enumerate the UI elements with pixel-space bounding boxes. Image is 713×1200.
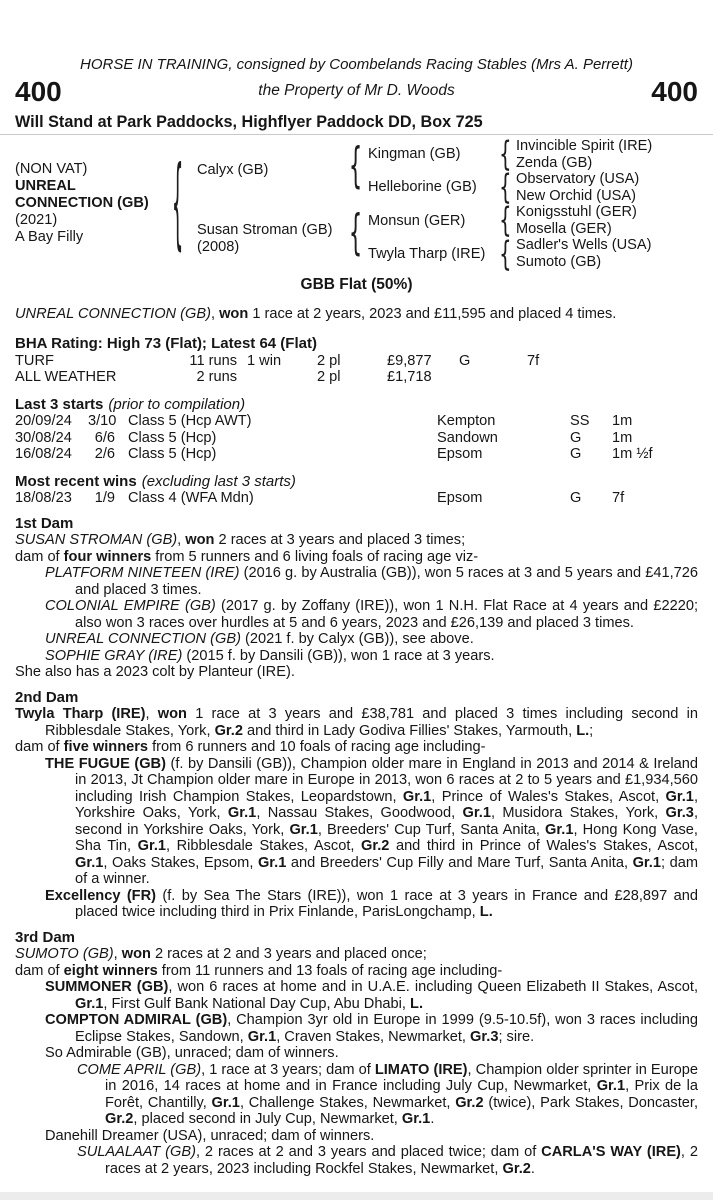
- brace-glyph: {: [498, 235, 512, 274]
- table-cell: 1m: [612, 429, 633, 446]
- last-starts-block: [15, 397, 698, 463]
- horse-description: A Bay Filly: [15, 229, 84, 245]
- race-record-summary: UNREAL CONNECTION (GB), won 1 race at 2 years, 2023 and £11,595 and placed 4 times.: [15, 305, 617, 322]
- great-granddam-1: Zenda (GB): [516, 155, 593, 171]
- table-cell: 7f: [612, 490, 625, 506]
- pedigree-text-paragraph: Twyla Tharp (IRE), won 1 race at 3 years and £38,781 and placed 3 times including second in Ribblesdale Stakes, York, Gr.2 and third in Lady Godiva Fillies' Stakes, Yarmouth, L.;: [15, 706, 698, 739]
- pedigree-text-paragraph: Danehill Dreamer (USA), unraced; dam of winners.: [45, 1127, 375, 1144]
- table-cell: 2 pl: [317, 352, 341, 369]
- brace-glyph: {: [349, 205, 363, 262]
- last-starts-title: [15, 397, 698, 414]
- great-grandsire-4: Sadler's Wells (USA): [516, 237, 652, 253]
- race-win-row: [15, 490, 698, 507]
- pedigree-brace-gg3: [498, 201, 512, 240]
- third-dam-heading: 3rd Dam: [15, 928, 76, 946]
- page-body: [0, 306, 713, 1178]
- pedigree-text-paragraph: dam of four winners from 5 runners and 6 living foals of racing age viz-: [15, 548, 479, 565]
- sire-dam: Helleborine (GB): [368, 179, 477, 195]
- property-line: the Property of Mr D. Woods: [258, 82, 455, 100]
- dam-sire: Monsun (GER): [368, 213, 466, 229]
- table-cell: 16/08/24: [15, 446, 72, 462]
- bha-rating-line: BHA Rating: High 73 (Flat); Latest 64 (Flat): [15, 335, 317, 352]
- second-dam-heading: 2nd Dam: [15, 688, 79, 706]
- lot-number-left: 400: [15, 75, 62, 107]
- great-granddam-2: New Orchid (USA): [516, 188, 637, 204]
- gbb-eligibility: GBB Flat (50%): [300, 276, 413, 293]
- pedigree-text-paragraph: SOPHIE GRAY (IRE) (2015 f. by Dansili (GB)), won 1 race at 3 years.: [45, 647, 495, 664]
- table-cell: £1,718: [387, 369, 432, 385]
- dam-dam: Twyla Tharp (IRE): [368, 246, 486, 262]
- last-starts-title-text: Last 3 starts: [15, 395, 104, 413]
- table-cell: [527, 369, 698, 386]
- race-record-table: [15, 353, 698, 386]
- table-cell: G: [459, 352, 471, 369]
- table-cell: [459, 369, 527, 386]
- non-vat-label: (NON VAT): [15, 161, 88, 177]
- pedigree-brace-dam: [348, 205, 364, 262]
- table-cell: 1m: [612, 413, 633, 429]
- pedigree-text-paragraph: SULAALAAT (GB), 2 races at 2 and 3 years and placed twice; dam of CARLA'S WAY (IRE), 2 races at 2 years, 2023 including Rockfel Stakes, Newmarket, Gr.2.: [77, 1144, 698, 1177]
- recent-wins-title-text: Most recent wins: [15, 472, 137, 490]
- horse-name-line1: UNREAL: [15, 178, 76, 194]
- recent-wins-table: [15, 490, 698, 507]
- dam-name: Susan Stroman (GB): [197, 222, 333, 238]
- third-dam-section: [15, 930, 698, 1178]
- table-cell: 30/08/24: [15, 429, 72, 446]
- pedigree-text-paragraph: COMPTON ADMIRAL (GB), Champion 3yr old in Europe in 1999 (9.5-10.5f), won 3 races including Eclipse Stakes, Sandown, Gr.1, Craven Stakes, Newmarket, Gr.3; sire.: [45, 1012, 699, 1045]
- sire-sire: Kingman (GB): [368, 146, 461, 162]
- recent-wins-note: (excluding last 3 starts): [141, 472, 296, 490]
- race-record-row: [15, 353, 698, 370]
- table-cell: 6/6: [94, 429, 115, 446]
- table-cell: TURF: [15, 352, 54, 369]
- table-cell: Epsom: [437, 490, 483, 506]
- table-cell: Class 5 (Hcp): [128, 446, 217, 462]
- pedigree-brace-gg1: [498, 135, 512, 174]
- pedigree-text-paragraph: dam of eight winners from 11 runners and 13 foals of racing age including-: [15, 962, 503, 979]
- pedigree-text-paragraph: So Admirable (GB), unraced; dam of winners.: [45, 1045, 339, 1061]
- table-cell: Class 5 (Hcp): [128, 429, 217, 446]
- pedigree-brace-main: [168, 147, 188, 263]
- table-cell: 2 pl: [317, 369, 341, 385]
- table-cell: G: [570, 446, 582, 462]
- recent-wins-title: [15, 474, 698, 491]
- great-grandsire-1: Invincible Spirit (IRE): [516, 138, 653, 154]
- brace-glyph: {: [172, 147, 184, 263]
- race-start-row: [15, 413, 698, 430]
- race-start-row: [15, 446, 698, 463]
- lot-row: [15, 75, 698, 107]
- table-cell: G: [570, 429, 582, 446]
- table-cell: Epsom: [437, 446, 483, 462]
- last-starts-table: [15, 413, 698, 463]
- race-record-row: [15, 369, 698, 386]
- page-bottom-edge: [0, 1192, 713, 1200]
- table-cell: G: [570, 490, 582, 506]
- recent-wins-block: [15, 474, 698, 507]
- dam-year: (2008): [197, 239, 240, 255]
- pedigree-text-paragraph: PLATFORM NINETEEN (IRE) (2016 g. by Australia (GB)), won 5 races at 3 and 5 years and £41,726 and placed 3 times.: [45, 565, 698, 598]
- horse-name-line2: CONNECTION (GB): [15, 195, 149, 211]
- race-start-row: [15, 430, 698, 447]
- great-granddam-4: Sumoto (GB): [516, 254, 602, 270]
- table-cell: 20/09/24: [15, 413, 72, 429]
- second-dam-section: [15, 690, 698, 921]
- table-cell: 1 win: [247, 352, 282, 369]
- sire-name: Calyx (GB): [197, 162, 269, 178]
- table-cell: 2 runs: [196, 369, 237, 385]
- table-cell: Sandown: [437, 429, 498, 446]
- brace-glyph: {: [498, 168, 512, 207]
- pedigree-brace-gg2: [498, 168, 512, 207]
- great-grandsire-2: Observatory (USA): [516, 171, 640, 187]
- table-cell: SS: [570, 413, 590, 429]
- table-cell: £9,877: [387, 352, 432, 369]
- brace-glyph: {: [349, 138, 363, 195]
- table-cell: 18/08/23: [15, 490, 72, 506]
- table-cell: ALL WEATHER: [15, 369, 117, 385]
- pedigree-text-paragraph: Excellency (FR) (f. by Sea The Stars (IRE)), won 1 race at 3 years in France and £28,897 and placed twice including third in Prix Finlande, ParisLongchamp, L.: [45, 887, 698, 920]
- pedigree-brace-gg4: [498, 235, 512, 274]
- consignor-line: HORSE IN TRAINING, consigned by Coombelands Racing Stables (Mrs A. Perrett): [80, 56, 633, 73]
- first-dam-paragraphs: [15, 532, 698, 681]
- pedigree-text-paragraph: SUMMONER (GB), won 6 races at home and in U.A.E. including Queen Elizabeth II Stakes, Ascot, Gr.1, First Gulf Bank National Day Cup, Abu Dhabi, L.: [45, 979, 699, 1012]
- great-grandsire-3: Konigsstuhl (GER): [516, 204, 637, 220]
- first-dam-heading: 1st Dam: [15, 514, 74, 532]
- brace-glyph: {: [498, 201, 512, 240]
- pedigree-text-paragraph: COME APRIL (GB), 1 race at 3 years; dam of LIMATO (IRE), Champion older sprinter in Europe in 2016, 14 races at home and in France including July Cup, Newmarket, Gr.1, Prix de la Forêt, Chantilly, Gr.1, Challenge Stakes, Newmarket, Gr.2 (twice), Park Stakes, Doncaster, Gr.2, placed second in July Cup, Newmarket, Gr.1.: [77, 1061, 698, 1127]
- horse-foaling-year: (2021): [15, 212, 58, 228]
- table-cell: 1m ½f: [612, 446, 653, 462]
- last-starts-note: (prior to compilation): [108, 395, 246, 413]
- great-granddam-3: Mosella (GER): [516, 221, 612, 237]
- second-dam-paragraphs: [15, 706, 698, 921]
- pedigree-text-paragraph: SUMOTO (GB), won 2 races at 2 and 3 years and placed once;: [15, 946, 427, 962]
- table-cell: 1/9: [94, 490, 115, 506]
- brace-glyph: {: [498, 135, 512, 174]
- pedigree-text-paragraph: THE FUGUE (GB) (f. by Dansili (GB)), Champion older mare in England in 2013 and 2014 & Ireland in 2013, Jt Champion older mare in Europe in 2013, won 6 races at 2 to 5 years and £1,934,560 including Irish Champion Stakes, Leopardstown, Gr.1, Prince of Wales's Stakes, Ascot, Gr.1, Yorkshire Oaks, York, Gr.1, Nassau Stakes, Goodwood, Gr.1, Musidora Stakes, York, Gr.3, second in Yorkshire Oaks, York, Gr.1, Breeders' Cup Turf, Santa Anita, Gr.1, Hong Kong Vase, Sha Tin, Gr.1, Ribblesdale Stakes, Ascot, Gr.2 and third in Prince of Wales's Stakes, Ascot, Gr.1, Oaks Stakes, Epsom, Gr.1 and Breeders' Cup Filly and Mare Turf, Santa Anita, Gr.1; dam of a winner.: [45, 755, 698, 887]
- table-cell: 7f: [527, 352, 540, 369]
- page-header: [0, 0, 713, 135]
- pedigree-text-paragraph: SUSAN STROMAN (GB), won 2 races at 3 years and placed 3 times;: [15, 532, 466, 548]
- lot-number-right: 400: [651, 75, 698, 107]
- table-cell: 11 runs: [189, 352, 237, 369]
- header-rule: [0, 134, 713, 135]
- table-cell: 2/6: [94, 446, 115, 462]
- third-dam-paragraphs: [15, 946, 698, 1177]
- table-cell: 3/10: [88, 413, 117, 429]
- pedigree-text-paragraph: UNREAL CONNECTION (GB) (2021 f. by Calyx (GB)), see above.: [45, 631, 474, 647]
- pedigree-text-paragraph: dam of five winners from 6 runners and 10 foals of racing age including-: [15, 739, 486, 755]
- table-cell: [237, 369, 317, 386]
- pedigree-text-paragraph: She also has a 2023 colt by Planteur (IRE).: [15, 664, 295, 680]
- first-dam-section: [15, 516, 698, 681]
- pedigree-brace-sire: [348, 138, 364, 195]
- pedigree-table: [0, 136, 713, 274]
- stand-location-line: Will Stand at Park Paddocks, Highflyer Paddock DD, Box 725: [15, 112, 483, 131]
- table-cell: Kempton: [437, 413, 496, 429]
- table-cell: Class 5 (Hcp AWT): [128, 413, 252, 429]
- pedigree-text-paragraph: COLONIAL EMPIRE (GB) (2017 g. by Zoffany (IRE)), won 1 N.H. Flat Race at 4 years and £2220; also won 3 races over hurdles at 5 and 6 years, 2023 and £26,139 and placed 3 times.: [45, 598, 698, 631]
- table-cell: Class 4 (WFA Mdn): [128, 490, 254, 506]
